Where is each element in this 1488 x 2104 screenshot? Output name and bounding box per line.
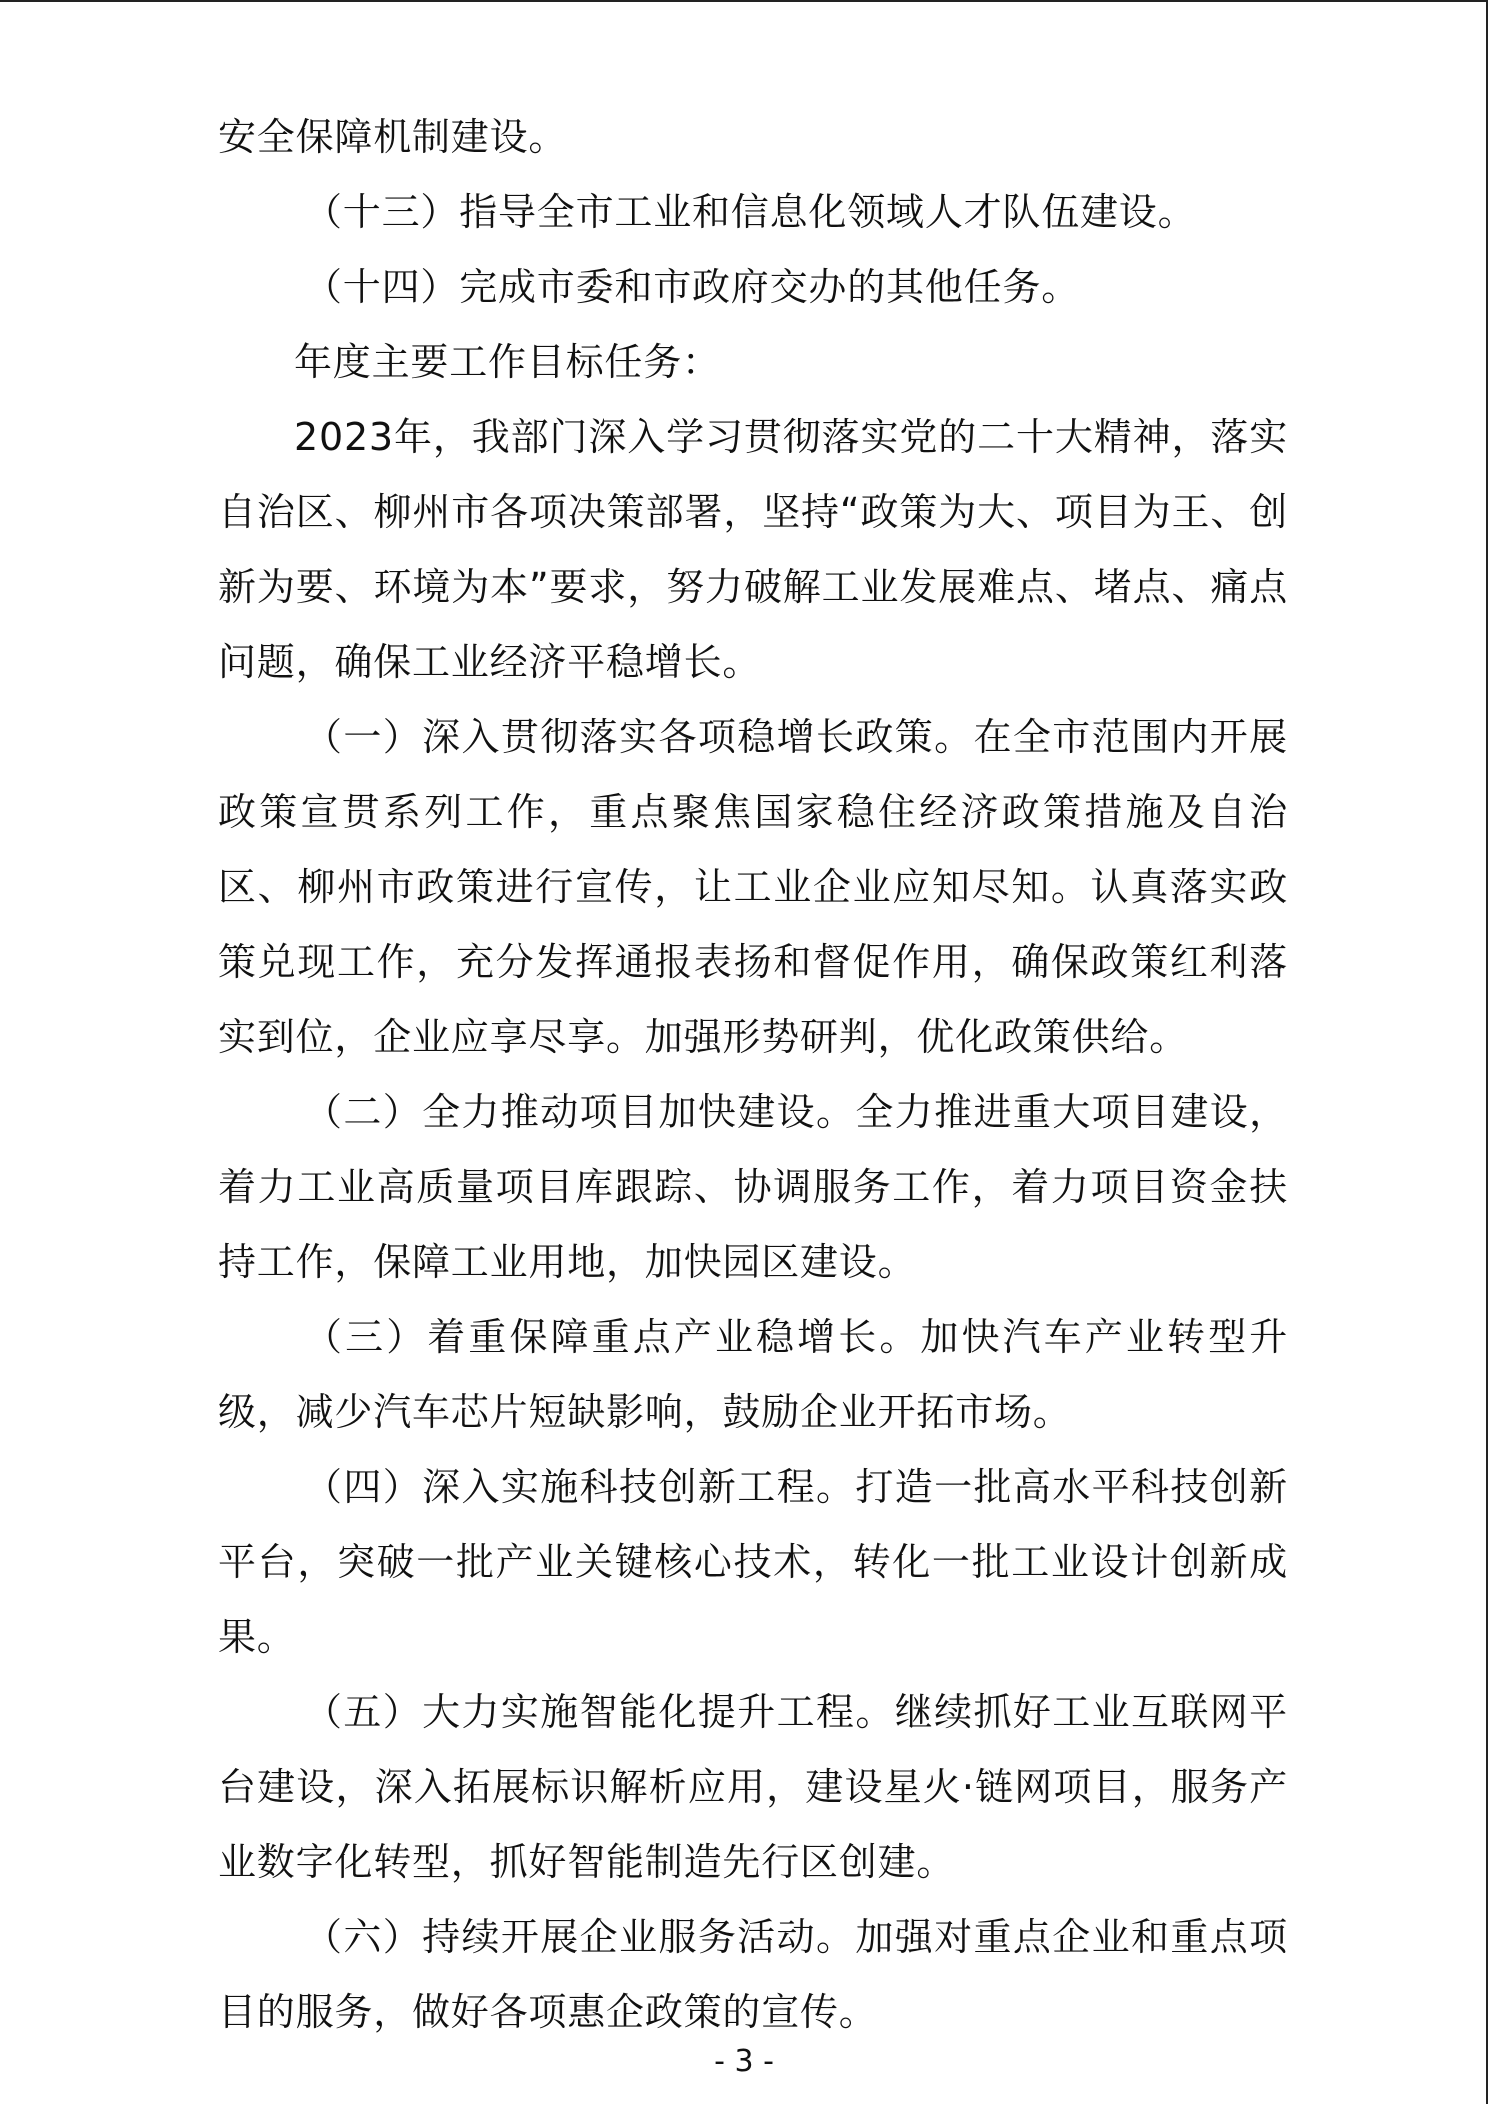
paragraph-task-6: （六）持续开展企业服务活动。加强对重点企业和重点项目的服务，做好各项惠企政策的宣传。 — [218, 1915, 1288, 2034]
paragraph-task-2: （二）全力推动项目加快建设。全力推进重大项目建设，着力工业高质量项目库跟踪、协调服务工作，着力项目资金扶持工作，保障工业用地，加快园区建设。 — [218, 1090, 1288, 1284]
paragraph-continuation: 安全保障机制建设。 — [218, 115, 568, 159]
paragraph-task-5: （五）大力实施智能化提升工程。继续抓好工业互联网平台建设，深入拓展标识解析应用，建设星火·链网项目，服务产业数字化转型，抓好智能制造先行区创建。 — [218, 1690, 1288, 1884]
section-heading-annual-goals: 年度主要工作目标任务： — [294, 340, 721, 384]
paragraph-intro-2023: 2023年，我部门深入学习贯彻落实党的二十大精神，落实自治区、柳州市各项决策部署，坚持“政策为大、项目为王、创新为要、环境为本”要求，努力破解工业发展难点、堵点、痛点问题，确保工业经济平稳增长。 — [218, 415, 1288, 684]
paragraph-task-3: （三）着重保障重点产业稳增长。加快汽车产业转型升级，减少汽车芯片短缺影响，鼓励企业开拓市场。 — [218, 1315, 1288, 1434]
paragraph-item-13: （十三）指导全市工业和信息化领域人才队伍建设。 — [304, 190, 1197, 234]
paragraph-task-4: （四）深入实施科技创新工程。打造一批高水平科技创新平台，突破一批产业关键核心技术，转化一批工业设计创新成果。 — [218, 1465, 1288, 1659]
document-body — [218, 100, 1288, 2050]
page-number: - 3 - — [714, 2044, 774, 2079]
paragraph-item-14: （十四）完成市委和市政府交办的其他任务。 — [304, 265, 1081, 309]
paragraph-task-1: （一）深入贯彻落实各项稳增长政策。在全市范围内开展政策宣贯系列工作，重点聚焦国家稳住经济政策措施及自治区、柳州市政策进行宣传，让工业企业应知尽知。认真落实政策兑现工作，充分发挥通报表扬和督促作用，确保政策红利落实到位，企业应享尽享。加强形势研判，优化政策供给。 — [218, 715, 1288, 1059]
